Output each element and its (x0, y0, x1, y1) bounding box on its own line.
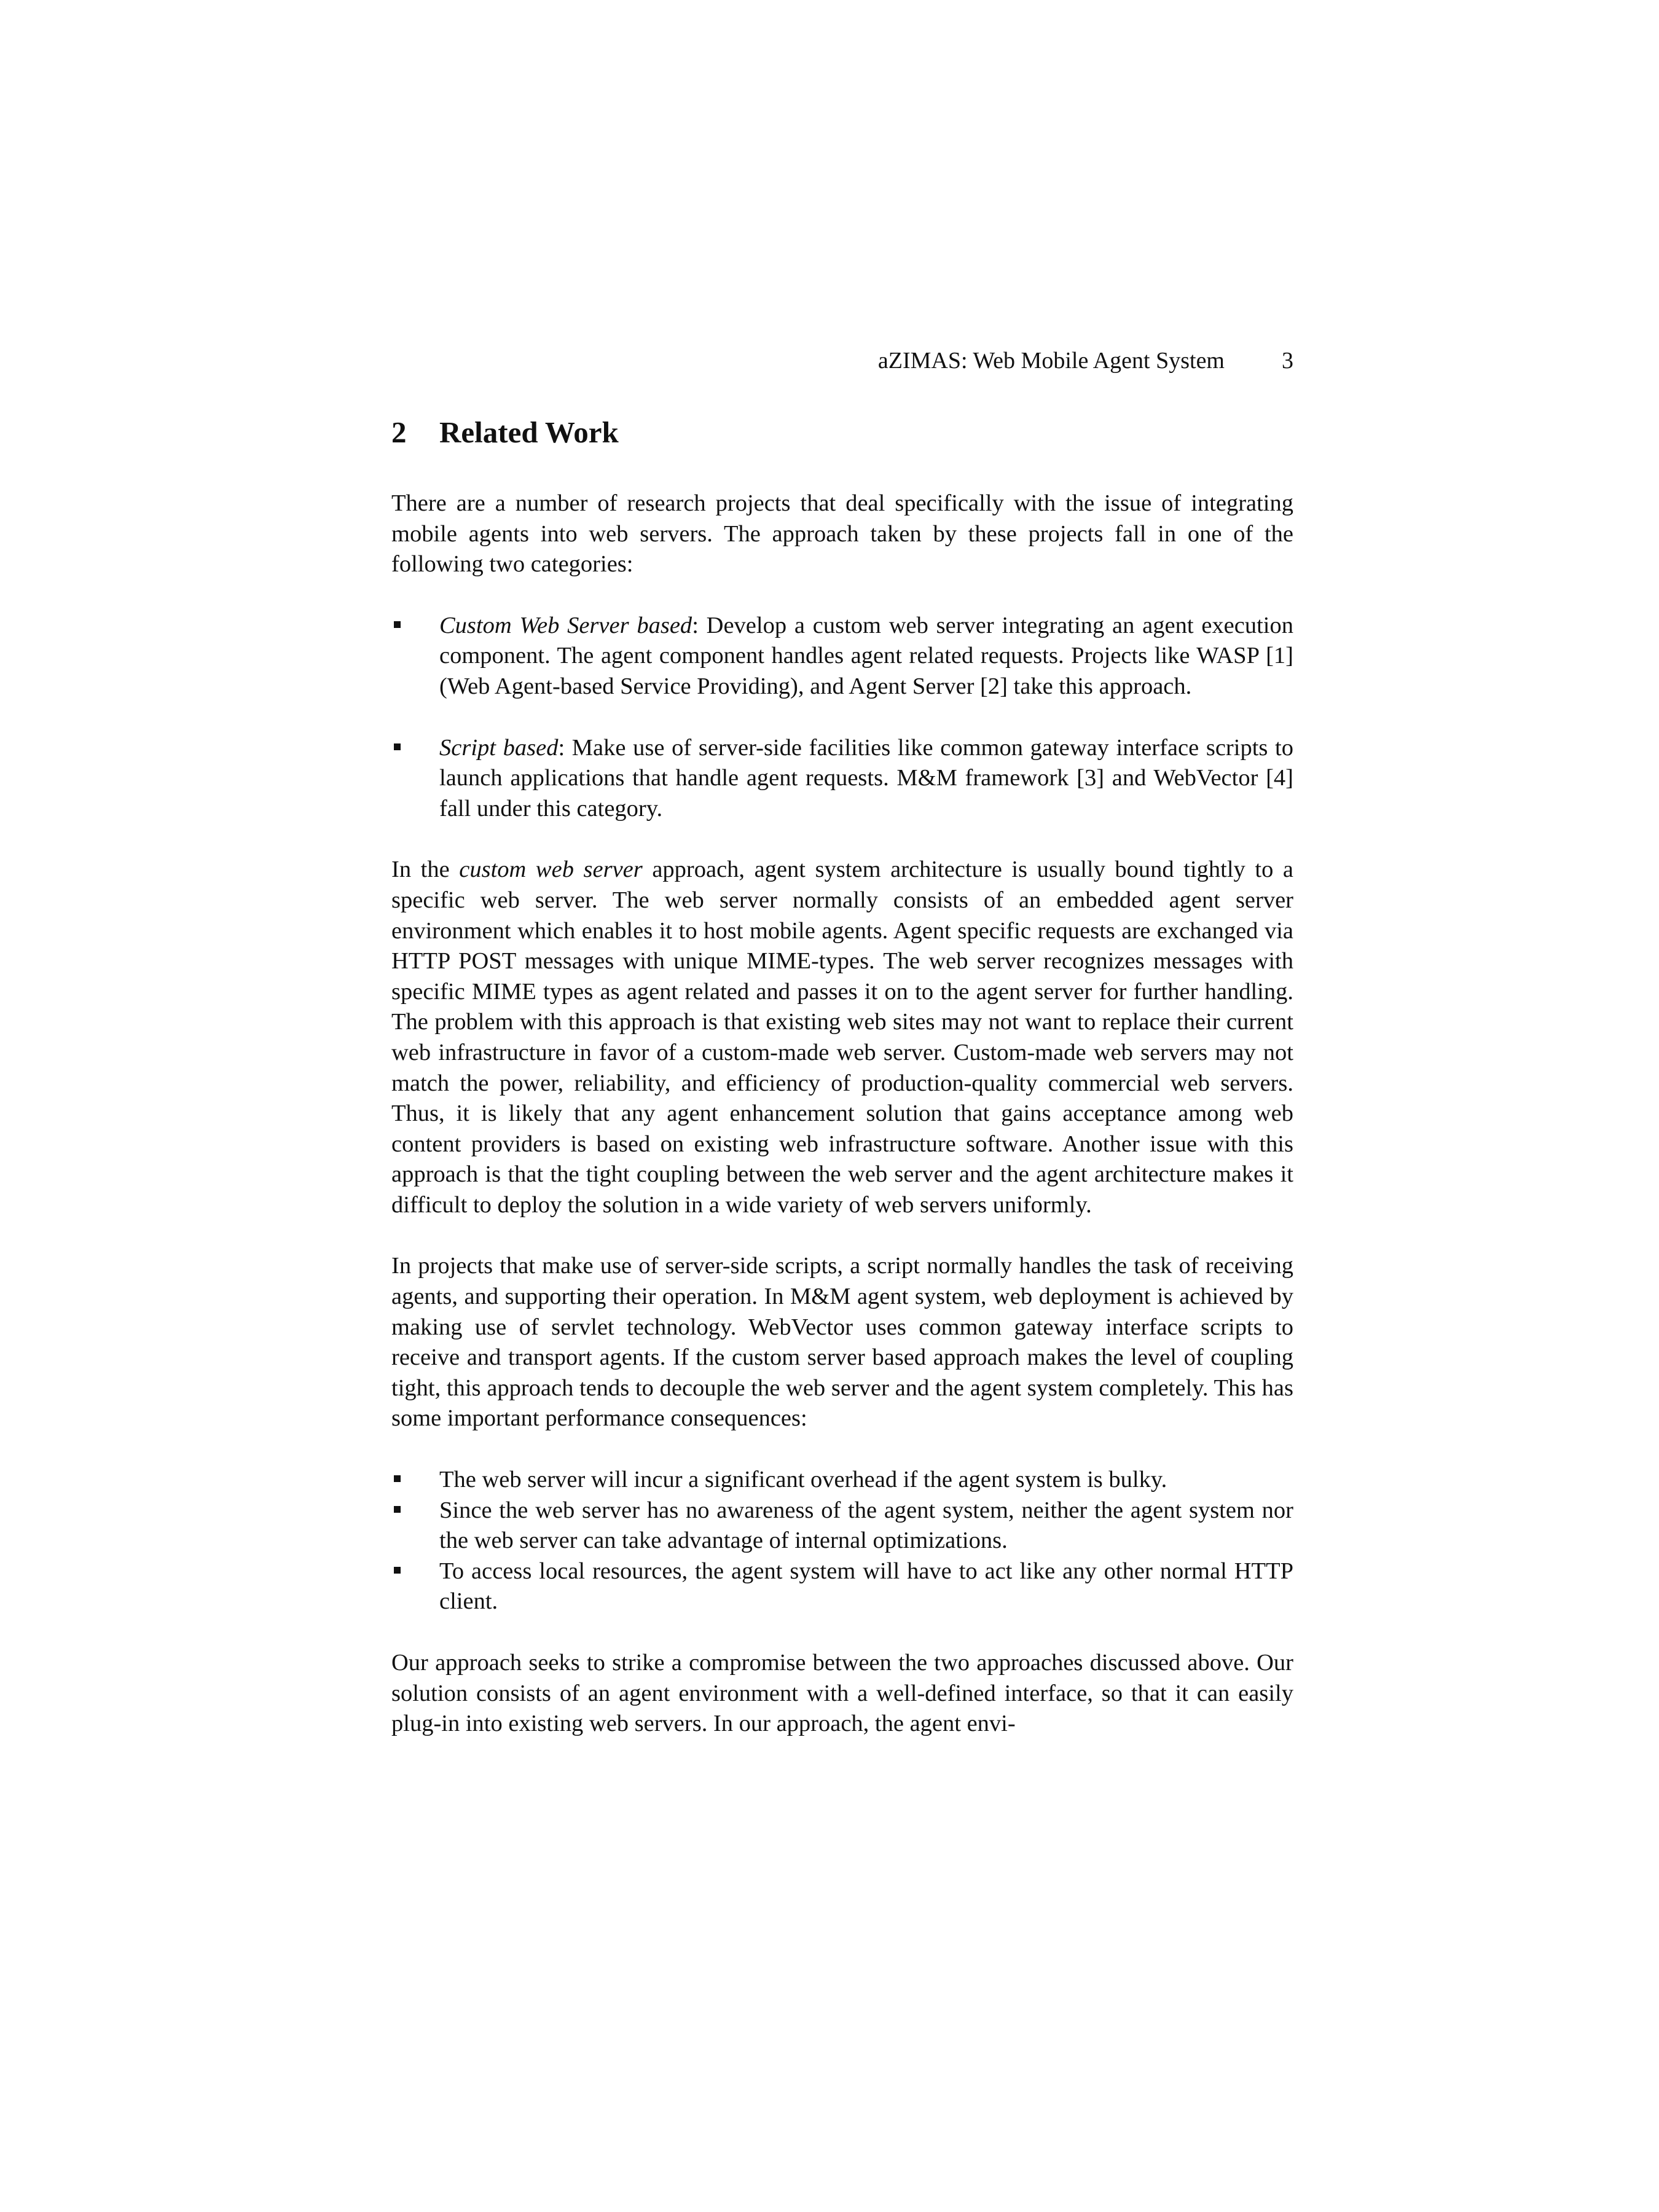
running-header (725, 345, 1293, 376)
consequence-text: The web server will incur a significant overhead if the agent system is bulky. (439, 1467, 1167, 1493)
category-text: : Make use of server-side facilities like common gateway interface scripts to launch applications that handle agent requests. M&M framework [3] and WebVector [4] fall under this category. (439, 734, 1293, 822)
closing-paragraph: Our approach seeks to strike a compromise between the two approaches discussed above. Our solution consists of an agent environment with a well-defined interface, so that it can easily plug-in into existing web servers. In our approach, the agent envi- (391, 1650, 1293, 1737)
categories-list (391, 611, 1293, 825)
consequence-text: To access local resources, the agent system will have to act like any other normal HTTP client. (439, 1558, 1293, 1615)
list-item (391, 1496, 1293, 1556)
main-content (391, 412, 1293, 1739)
custom-server-paragraph (391, 855, 1293, 1220)
category-text: : Develop a custom web server integrating an agent execution component. The agent component handles agent related requests. Projects like WASP [1] (Web Agent-based Service Providing), and Agent Server [2] take this approach. (439, 612, 1293, 699)
list-item (391, 1465, 1293, 1496)
section-title: Related Work (439, 415, 619, 449)
script-paragraph: In projects that make use of server-side scripts, a script normally handles the task of receiving agents, and supporting their operation. In M&M agent system, web deployment is achieved by making use of servlet technology. WebVector uses common gateway interface scripts to receive and transport agents. If the custom server based approach makes the level of coupling tight, this approach tends to decouple the web server and the agent system completely. This has some important performance consequences: (391, 1253, 1293, 1432)
intro-paragraph: There are a number of research projects that deal specifically with the issue of integrating mobile agents into web servers. The approach taken by these projects fall in one of the following two categories: (391, 490, 1293, 578)
consequence-text: Since the web server has no awareness of the agent system, neither the agent system nor the web server can take advantage of internal optimizations. (439, 1497, 1293, 1554)
list-item (391, 1556, 1293, 1617)
custom-para-lead: In the (391, 857, 460, 883)
category-term: Custom Web Server based (439, 612, 692, 638)
category-term: Script based (439, 734, 559, 761)
running-title: aZIMAS: Web Mobile Agent System (877, 348, 1225, 374)
list-item (391, 733, 1293, 825)
custom-para-text: approach, agent system architecture is usually bound tightly to a specific web server. The web server normally consists of an embedded agent server environment which enables it to host mobile agents. Agent specific requests are exchanged via HTTP POST messages with unique MIME-types. The web server recognizes messages with specific MIME types as agent related and passes it on to the agent server for further handling. The problem with this approach is that existing web sites may not want to replace their current web infrastructure in favor of a custom-made web server. Custom-made web servers may not match the power, reliability, and efficiency of production-quality commercial web servers. Thus, it is likely that any agent enhancement solution that gains acceptance among web content providers is based on existing web infrastructure software. Another issue with this approach is that the tight coupling between the web server and the agent architecture makes it difficult to deploy the solution in a wide variety of web servers uniformly. (391, 857, 1293, 1218)
section-number: 2 (391, 415, 407, 449)
page-number: 3 (1282, 348, 1293, 374)
list-item (391, 611, 1293, 702)
consequences-list (391, 1465, 1293, 1617)
section-heading (391, 412, 1293, 453)
custom-para-term: custom web server (459, 857, 643, 883)
